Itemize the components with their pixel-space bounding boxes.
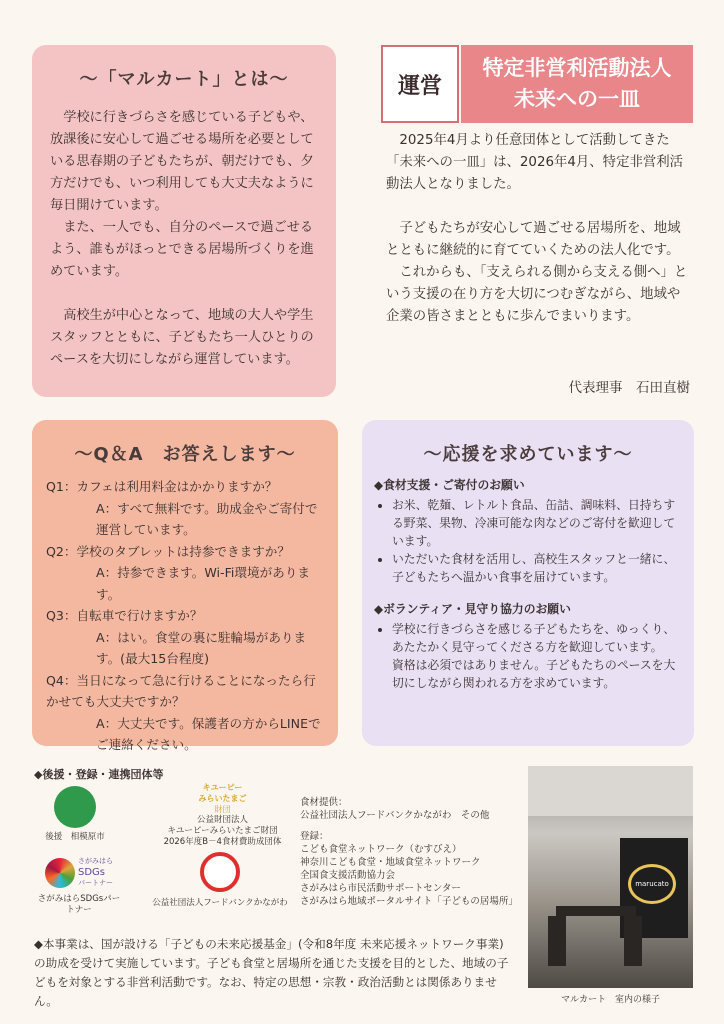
food-heading: 食材提供： bbox=[300, 797, 348, 808]
qa-answer: A：大丈夫です。保護者の方からLINEでご連絡ください。 bbox=[96, 715, 321, 752]
logo-text: 財団 bbox=[214, 805, 231, 814]
operator-header bbox=[381, 45, 693, 123]
chair bbox=[548, 916, 566, 966]
table bbox=[556, 906, 636, 916]
logo-caption: 公益財団法人 bbox=[196, 815, 248, 825]
logo-text: SDGs bbox=[78, 867, 106, 878]
logo-text: パートナー bbox=[78, 879, 113, 887]
operator-p2: 子どもたちが安心して過ごせる居場所を、地域とともに継続的に育てていくための法人化です。 bbox=[386, 221, 681, 258]
registration-item: 神奈川こども食堂・地域食堂ネットワーク bbox=[300, 857, 481, 868]
foodbank-icon bbox=[200, 852, 240, 892]
support-item: • いただいた食材を活用し、高校生スタッフと一緒に、子どもたちへ温かい食事を届けています。 bbox=[392, 550, 680, 586]
qa-question: Q4：当日になって急に行けることになったら行かせても大丈夫ですか？ bbox=[46, 672, 316, 709]
support-request-box bbox=[362, 420, 694, 746]
about-text bbox=[50, 107, 318, 371]
room-photo bbox=[528, 766, 693, 988]
qa-answer: A：はい。食堂の裏に駐輪場があります。(最大15台程度) bbox=[96, 629, 307, 666]
city-emblem-icon bbox=[54, 786, 96, 828]
about-title: ～「マルカート」とは～ bbox=[79, 69, 289, 90]
operator-p3: これからも、「支えられる側から支える側へ」という支援の在り方を大切につむぎながら、地域や企業の皆さまとともに歩んでまいります。 bbox=[386, 265, 688, 324]
photo-caption: マルカート 室内の様子 bbox=[560, 995, 660, 1005]
support-list bbox=[374, 476, 680, 692]
qa-title: ～Q＆A お答えします～ bbox=[74, 444, 296, 465]
sdgs-partner-logo bbox=[34, 856, 124, 916]
food-provider: 公益社団法人フードバンクかながわ その他 bbox=[300, 810, 490, 821]
qa-list bbox=[46, 476, 324, 756]
qa-box bbox=[32, 420, 338, 752]
about-p1: 学校に行きづらさを感じている子どもや、放課後に安心して過ごせる場所を必要としている思春期の子どもたちが、朝だけでも、夕方だけでも、いつ利用しても大丈夫なように毎日開けています。 bbox=[50, 110, 314, 213]
operator-text bbox=[386, 130, 692, 328]
logo-text: キユーピー bbox=[202, 783, 243, 792]
logo-caption: 後援 相模原市 bbox=[45, 832, 105, 842]
about-marukato-box bbox=[32, 45, 336, 397]
support-heading-food: ◆ 食材支援・ご寄付のお願い bbox=[374, 476, 680, 494]
about-p3: 高校生が中心となって、地域の大人や学生スタッフとともに、子どもたち一人ひとりのペースを大切にしながら運営しています。 bbox=[50, 308, 314, 367]
support-item-text: 資格は必須ではありません。子どもたちのペースを大切にしながら関われる方を求めています。 bbox=[392, 658, 676, 690]
support-item bbox=[392, 620, 680, 692]
representative-signature: 代表理事 石田直樹 bbox=[568, 380, 690, 396]
logo-caption: 公益社団法人フードバンクかながわ bbox=[152, 898, 288, 908]
support-item-text: 学校に行きづらさを感じる子どもたちを、ゆっくり、あたたかく見守ってくださる方を歓迎しています。 bbox=[392, 622, 676, 654]
qa-answer: A：持参できます。Wi-Fi環境があります。 bbox=[96, 565, 310, 602]
sagamihara-city-logo bbox=[44, 786, 106, 843]
logo-text: みらいたまご bbox=[198, 794, 247, 803]
registration-item: さがみはら地域ポータルサイト「子どもの居場所」 bbox=[300, 896, 518, 907]
operator-title bbox=[461, 45, 693, 123]
registration-item: さがみはら市民活動サポートセンター bbox=[300, 883, 461, 894]
logo-caption: キユーピーみらいたまご財団 bbox=[167, 826, 278, 836]
logo-text: さがみはら bbox=[78, 857, 113, 865]
program-note: ◆本事業は、国が設ける「子どもの未来応援基金」(令和8年度 未来応援ネットワーク事業) の助成を受けて実施しています。子ども食堂と居場所を通じた支援を目的とした、地域の子どもを対象とする非営利活動です。なお、特定の思想・宗教・政治活動とは関係ありません。 bbox=[34, 937, 509, 1008]
support-item: • お米、乾麺、レトルト食品、缶詰、調味料、日持ちする野菜、果物、冷凍可能な肉などのご寄付を歓迎しています。 bbox=[392, 496, 680, 550]
operator-tag: 運営 bbox=[381, 45, 459, 123]
support-heading-volunteer: ◆ ボランティア・見守り協力のお願い bbox=[374, 600, 680, 618]
registration-item: こども食堂ネットワーク（むすびえ） bbox=[300, 844, 462, 855]
support-title: ～応援を求めています～ bbox=[423, 444, 633, 465]
operator-p1: 2025年4月より任意団体として活動してきた「未来への一皿」は、2026年4月、特定非営利活動法人となりました。 bbox=[386, 133, 684, 192]
about-p2: また、一人でも、自分のペースで過ごせるよう、誰もがほっとできる居場所づくりを進めています。 bbox=[50, 220, 314, 279]
qa-answer: A：すべて無料です。助成金やご寄付で運営しています。 bbox=[96, 500, 318, 537]
foodbank-kanagawa-logo bbox=[150, 852, 290, 909]
logo-caption: 2026年度B－4食材費助成団体 bbox=[163, 837, 282, 847]
operator-title-line2: 未来への一皿 bbox=[514, 87, 640, 111]
backers-title: ◆後援・登録・連携団体等 bbox=[34, 768, 164, 781]
chair bbox=[624, 916, 642, 966]
qa-question: Q1：カフェは利用料金はかかりますか？ bbox=[46, 479, 278, 494]
operator-title-line1: 特定非営利活動法人 bbox=[482, 56, 672, 80]
marucato-sign: marucato bbox=[628, 864, 676, 904]
kewpie-foundation-logo bbox=[150, 782, 295, 848]
ceiling bbox=[528, 766, 693, 816]
logo-caption: さがみはらSDGsパートナー bbox=[37, 894, 121, 915]
sdgs-wheel-icon bbox=[45, 858, 75, 888]
food-and-registration bbox=[300, 796, 518, 908]
registration-item: 全国食支援活動協力会 bbox=[300, 870, 396, 881]
qa-question: Q2：学校のタブレットは持参できますか？ bbox=[46, 543, 290, 559]
registration-heading: 登録： bbox=[300, 831, 329, 842]
qa-question: Q3：自転車で行けますか？ bbox=[46, 608, 203, 623]
